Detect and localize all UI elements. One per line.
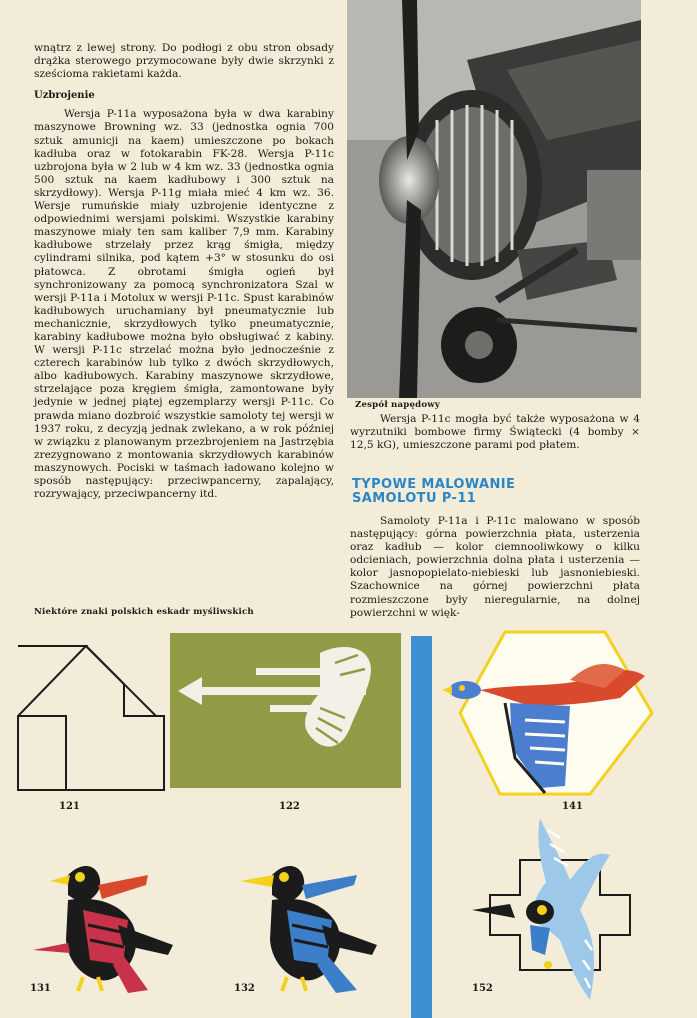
blue-divider-bar bbox=[411, 636, 432, 1018]
insignia-131 bbox=[28, 855, 178, 995]
painting-heading-line2: SAMOLOTU P-11 bbox=[352, 491, 477, 506]
insignia-number-141: 141 bbox=[562, 801, 583, 812]
bomb-paragraph: Wersja P-11c mogła być także wyposażona w 4 wyrzutniki bombowe firmy Świątecki (4 bomby × 12,5 kG), umieszczone parami pod płatem. bbox=[350, 413, 640, 452]
insignia-132 bbox=[232, 855, 382, 995]
painting-heading-line1: TYPOWE MALOWANIE bbox=[352, 477, 516, 492]
photo-caption: Zespół napędowy bbox=[355, 400, 441, 410]
right-text-column bbox=[350, 413, 640, 452]
insignia-141 bbox=[440, 628, 656, 798]
insignia-number-121: 121 bbox=[59, 801, 80, 812]
insignia-number-132: 132 bbox=[234, 983, 255, 994]
painting-paragraph: Samoloty P-11a i P-11c malowano w sposób następujący: górna powierzchnia płata, usterzenia oraz kadłub — kolor ciemnooliwkowy o kilku odcieniach, powierzchnia dolna płata i usterzenia — kolor jasnopopielato-niebieski lub jasnoniebieski. Szachownice na górnej powierzchni płata rozmieszczone były nieregularnie, na dolnej powierzchni w więk- bbox=[350, 515, 640, 619]
engine-photo bbox=[347, 0, 641, 398]
insignia-number-131: 131 bbox=[30, 983, 51, 994]
insignia-caption: Niektóre znaki polskich eskadr myśliwskich bbox=[34, 607, 254, 617]
insignia-122 bbox=[170, 633, 401, 788]
armament-paragraph: Wersja P-11a wyposażona była w dwa karabiny maszynowe Browning wz. 33 (jednostka ognia 700 sztuk amunicji na kaem) umieszczone po bokach kadłuba oraz w fotokarabin FK-28. Wersja P-11c uzbrojona była w 2 lub w 4 km wz. 33 (jednostka ognia 500 sztuk na kaem kadłubowy i 300 sztuk na skrzydłowy). Wersja P-11g miała mieć 4 km wz. 36. Wersje rumuńskie miały uzbrojenie identyczne z odpowiednimi wersjami polskimi. Wszystkie karabiny maszynowe miały ten sam kaliber 7,9 mm. Karabiny kadłubowe strzelały przez krąg śmigła, między cylindrami silnika, pod kątem +3° w stosunku do osi płatowca. Z obrotami śmigła ogień był synchronizowany za pomocą synchronizatora Szal w wersji P-11a i Motolux w wersji P-11c. Spust karabinów kadłubowych uruchamiany był pneumatycznie lub mechanicznie, skrzydłowych tylko pneumatycznie, karabiny kadłubowe można było obsługiwać z kabiny. W wersji P-11c strzelać można było jednocześnie z czterech karabinów lub tylko z dwóch skrzydłowych, albo kadłubowych. Karabiny maszynowe skrzydłowe, strzelające poza kręgiem śmigła, zamontowane były jedynie w jednej piątej egzemplarzy wersji P-11c. Co prawda miano dozbroić wszystkie samoloty tej wersji w 1937 roku, z decyzją jednak zwlekano, a w rok później w związku z planowanym przezbrojeniem na Jastrzębia zrezygnowano z montowania skrzydłowych karabinów maszynowych. Pociski w taśmach ładowano kolejno w sposób następujący: przeciwpancerny, zapalający, rozrywający, przeciwpancerny itd. bbox=[34, 108, 334, 501]
painting-heading bbox=[352, 478, 612, 506]
section-heading-armament: Uzbrojenie bbox=[34, 90, 95, 102]
insignia-121 bbox=[16, 644, 166, 792]
painting-paragraph-wrapper bbox=[350, 515, 640, 620]
left-text-column bbox=[34, 42, 334, 501]
insignia-number-122: 122 bbox=[279, 801, 300, 812]
intro-paragraph: wnątrz z lewej strony. Do podłogi z obu stron obsady drążka sterowego przymocowane były dwie skrzynki z sześcioma rakietami każda. bbox=[34, 42, 334, 81]
insignia-number-152: 152 bbox=[472, 983, 493, 994]
insignia-152 bbox=[470, 810, 650, 1010]
